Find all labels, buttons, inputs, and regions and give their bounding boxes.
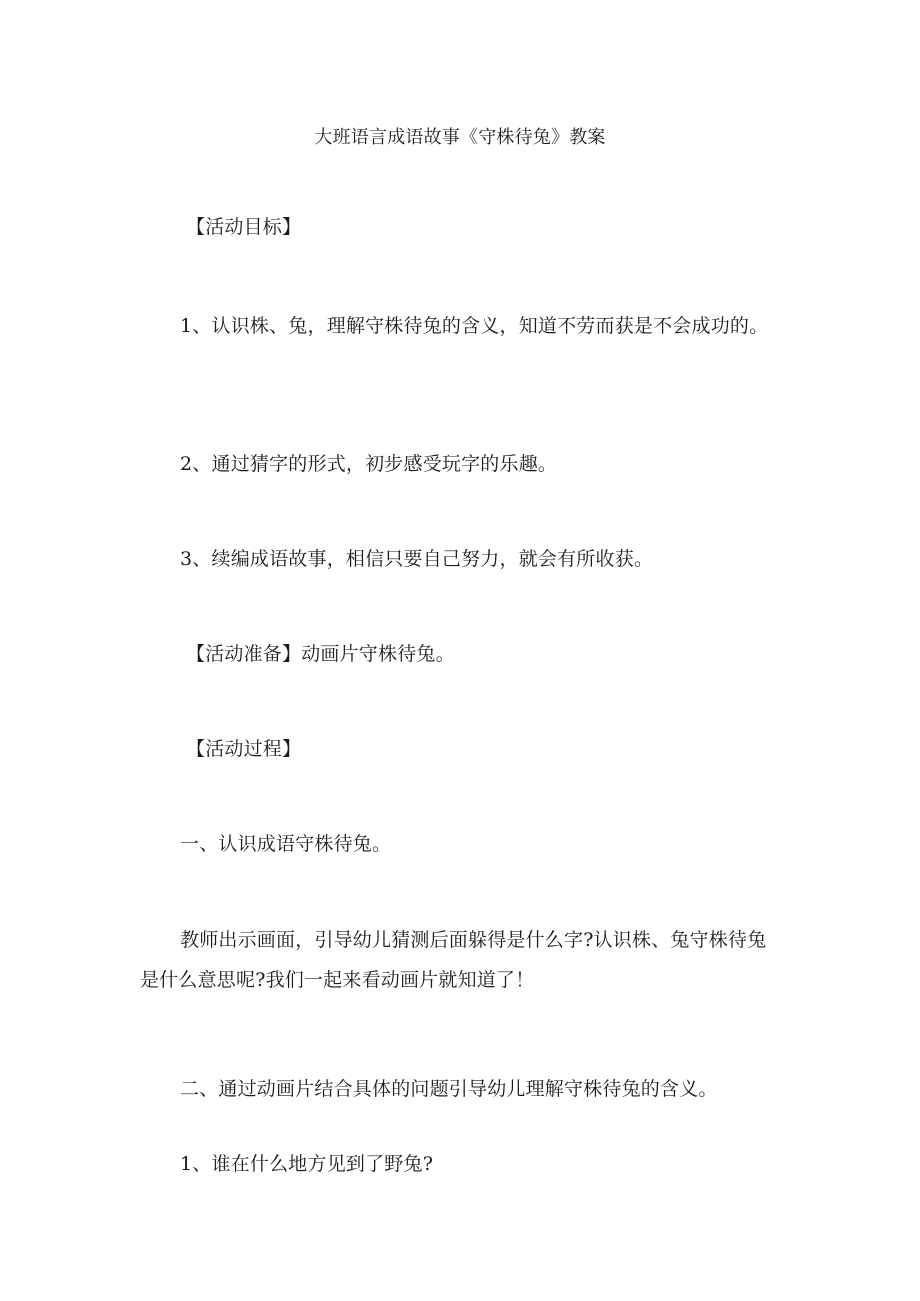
- process-heading: 【活动过程】: [186, 738, 302, 760]
- goal-item-1: 1、认识株、兔，理解守株待兔的含义，知道不劳而获是不会成功的。: [180, 315, 769, 337]
- goals-heading: 【活动目标】: [186, 216, 302, 238]
- step-1-paragraph: 教师出示画面，引导幼儿猜测后面躲得是什么字?认识株、兔守株待兔是什么意思呢?我们一起来看动画片就知道了！: [140, 929, 767, 991]
- goal-item-3: 3、续编成语故事，相信只要自己努力，就会有所收获。: [180, 548, 654, 570]
- question-1: 1、谁在什么地方见到了野兔?: [180, 1153, 434, 1175]
- document-title: 大班语言成语故事《守株待兔》教案: [314, 127, 606, 148]
- preparation-line: 【活动准备】动画片守株待兔。: [186, 643, 455, 665]
- goal-item-2: 2、通过猜字的形式，初步感受玩字的乐趣。: [180, 453, 558, 475]
- step-1-heading: 一、认识成语守株待兔。: [180, 833, 392, 855]
- step-2-heading: 二、通过动画片结合具体的问题引导幼儿理解守株待兔的含义。: [180, 1078, 718, 1100]
